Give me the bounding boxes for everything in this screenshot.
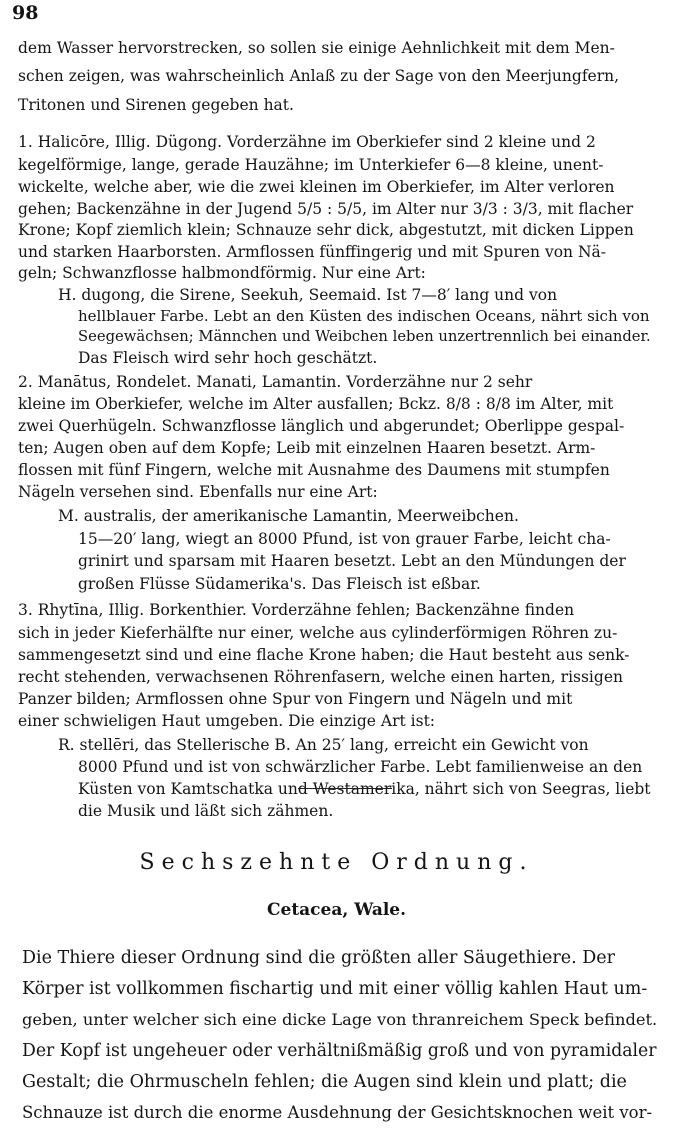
order-subheading: Cetacea, Wale. — [266, 900, 407, 920]
text-line: sammengesetzt sind und eine flache Krone haben; die Haut besteht aus senk- — [18, 646, 630, 664]
species-line: Seegewächsen; Männchen und Weibchen leben unzertrennlich bei einander. — [78, 328, 651, 345]
species-line: M. australis, der amerikanische Lamantin, Meerweibchen. — [58, 507, 519, 525]
section-divider — [298, 788, 392, 789]
genus-heading-line: 2. Manātus, Rondelet. Manati, Lamantin. Vorderzähne nur 2 sehr — [18, 373, 533, 391]
species-line: H. dugong, die Sirene, Seekuh, Seemaid. Ist 7—8′ lang und von — [58, 286, 558, 304]
text-line: dem Wasser hervorstrecken, so sollen sie einige Aehnlichkeit mit dem Men- — [18, 39, 615, 57]
order-heading: Sechszehnte Ordnung. — [139, 850, 534, 875]
text-line: recht stehenden, verwachsenen Röhrenfasern, welche einen harten, rissigen — [18, 668, 623, 686]
page-number: 98 — [12, 2, 39, 24]
species-line: 8000 Pfund und ist von schwärzlicher Farbe. Lebt familienweise an den — [78, 758, 643, 776]
text-line: Panzer bilden; Armflossen ohne Spur von Fingern und Nägeln und mit — [18, 690, 573, 708]
text-line: flossen mit fünf Fingern, welche mit Ausnahme des Daumens mit stumpfen — [18, 461, 610, 479]
text-line: Körper ist vollkommen fischartig und mit einer völlig kahlen Haut um- — [22, 979, 648, 999]
text-line: wickelte, welche aber, wie die zwei kleinen im Oberkiefer, im Alter verloren — [18, 178, 615, 196]
text-line: gehen; Backenzähne in der Jugend 5/5 : 5/5, im Alter nur 3/3 : 3/3, mit flacher — [18, 200, 634, 218]
species-line: Das Fleisch wird sehr hoch geschätzt. — [78, 349, 378, 367]
text-line: sich in jeder Kieferhälfte nur einer, welche aus cylinderförmigen Röhren zu- — [18, 624, 618, 642]
text-line: und starken Haarborsten. Armflossen fünffingerig und mit Spuren von Nä- — [18, 243, 606, 261]
species-line: R. stellēri, das Stellerische B. An 25′ lang, erreicht ein Gewicht von — [58, 736, 589, 754]
text-line: Nägeln versehen sind. Ebenfalls nur eine Art: — [18, 483, 378, 501]
genus-heading-line: 1. Halicōre, Illig. Dügong. Vorderzähne im Oberkiefer sind 2 kleine und 2 — [18, 133, 596, 151]
text-line: Gestalt; die Ohrmuscheln fehlen; die Augen sind klein und platt; die — [22, 1072, 627, 1092]
species-line: 15—20′ lang, wiegt an 8000 Pfund, ist von grauer Farbe, leicht cha- — [78, 530, 611, 548]
species-line: hellblauer Farbe. Lebt an den Küsten des indischen Oceans, nährt sich von — [78, 307, 650, 325]
text-line: kegelförmige, lange, gerade Hauzähne; im Unterkiefer 6—8 kleine, unent- — [18, 156, 604, 174]
text-line: geln; Schwanzflosse halbmondförmig. Nur eine Art: — [18, 264, 426, 282]
text-line: Tritonen und Sirenen gegeben hat. — [18, 96, 294, 114]
text-line: Schnauze ist durch die enorme Ausdehnung der Gesichtsknochen weit vor- — [22, 1103, 653, 1122]
text-line: geben, unter welcher sich eine dicke Lage von thranreichem Speck befindet. — [22, 1010, 658, 1029]
species-line: die Musik und läßt sich zähmen. — [78, 802, 334, 820]
text-line: schen zeigen, was wahrscheinlich Anlaß zu der Sage von den Meerjungfern, — [18, 67, 620, 85]
text-line: kleine im Oberkiefer, welche im Alter ausfallen; Bckz. 8/8 : 8/8 im Alter, mit — [18, 395, 614, 413]
text-line: Die Thiere dieser Ordnung sind die größten aller Säugethiere. Der — [22, 948, 616, 968]
text-line: einer schwieligen Haut umgeben. Die einzige Art ist: — [18, 712, 436, 730]
text-line: zwei Querhügeln. Schwanzflosse länglich und abgerundet; Oberlippe gespal- — [18, 417, 625, 435]
text-line: Der Kopf ist ungeheuer oder verhältnißmäßig groß und von pyramidaler — [22, 1041, 657, 1061]
genus-heading-line: 3. Rhytīna, Illig. Borkenthier. Vorderzähne fehlen; Backenzähne finden — [18, 601, 575, 619]
species-line: Küsten von Kamtschatka und Westamerika, nährt sich von Seegras, liebt — [78, 780, 651, 798]
species-line: großen Flüsse Südamerika's. Das Fleisch ist eßbar. — [78, 575, 481, 593]
text-line: Krone; Kopf ziemlich klein; Schnauze sehr dick, abgestutzt, mit dicken Lippen — [18, 221, 634, 239]
species-line: grinirt und sparsam mit Haaren besetzt. Lebt an den Mündungen der — [78, 552, 626, 570]
text-line: ten; Augen oben auf dem Kopfe; Leib mit einzelnen Haaren besetzt. Arm- — [18, 439, 596, 457]
